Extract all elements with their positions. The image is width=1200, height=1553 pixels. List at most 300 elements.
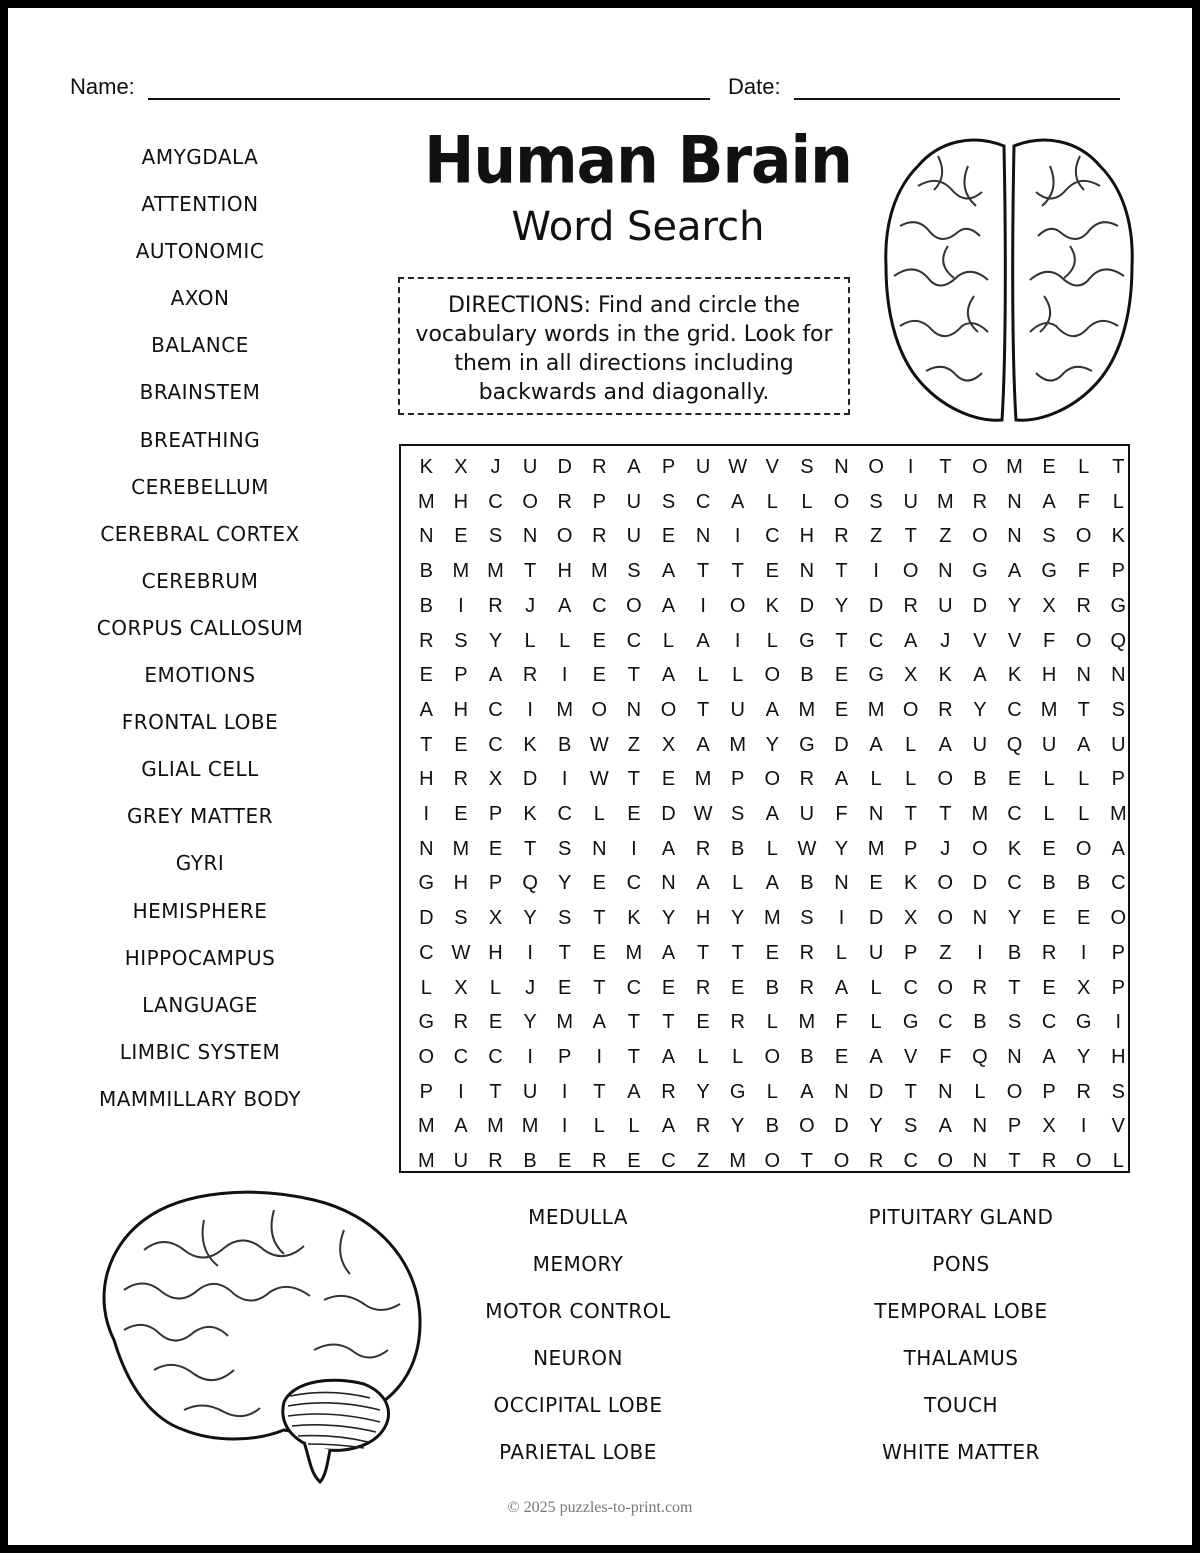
grid-letter: T bbox=[593, 907, 606, 930]
grid-letter: A bbox=[938, 733, 952, 756]
grid-letter: L bbox=[1043, 768, 1055, 791]
grid-letter: S bbox=[1111, 1080, 1125, 1103]
name-label: Name: bbox=[70, 74, 135, 99]
word-list-item: FRONTAL LOBE bbox=[121, 710, 279, 735]
grid-letter: E bbox=[1042, 976, 1056, 999]
word-list-item: GREY MATTER bbox=[126, 804, 274, 829]
grid-letter: R bbox=[1076, 1080, 1091, 1103]
grid-letter: F bbox=[835, 803, 848, 825]
grid-letter: Y bbox=[1077, 1045, 1091, 1068]
grid-letter: L bbox=[732, 664, 744, 687]
grid-letter: M bbox=[729, 733, 747, 756]
grid-letter: T bbox=[696, 698, 710, 721]
grid-letter: Z bbox=[696, 1150, 710, 1172]
grid-letter: L bbox=[1112, 490, 1124, 513]
grid-letter: T bbox=[489, 1080, 502, 1103]
grid-letter: E bbox=[488, 1011, 503, 1034]
grid-letter: O bbox=[729, 594, 746, 617]
grid-letter: Y bbox=[1007, 907, 1022, 930]
grid-letter: A bbox=[696, 733, 710, 756]
grid-letter: P bbox=[592, 490, 606, 513]
grid-letter: I bbox=[561, 1080, 568, 1103]
grid-letter: B bbox=[1077, 872, 1091, 895]
grid-letter: O bbox=[764, 1045, 781, 1068]
grid-letter: P bbox=[1007, 1115, 1022, 1138]
grid-letter: S bbox=[904, 1115, 918, 1138]
grid-letter: X bbox=[454, 976, 468, 999]
grid-letter: H bbox=[453, 872, 469, 895]
grid-letter: P bbox=[1111, 560, 1125, 583]
grid-letter: M bbox=[556, 1011, 574, 1034]
grid-letter: S bbox=[1042, 525, 1056, 548]
grid-letter: L bbox=[489, 976, 502, 999]
grid-letter: Y bbox=[869, 1115, 883, 1138]
grid-letter: P bbox=[488, 803, 503, 825]
grid-letter: S bbox=[454, 907, 468, 930]
grid-letter: I bbox=[561, 1115, 568, 1138]
grid-letter: O bbox=[418, 1045, 435, 1068]
grid-letter: L bbox=[628, 1115, 640, 1138]
grid-letter: T bbox=[731, 560, 744, 583]
grid-letter: T bbox=[696, 560, 710, 583]
grid-letter: F bbox=[1042, 629, 1056, 652]
grid-letter: M bbox=[798, 1011, 816, 1034]
grid-letter: N bbox=[1076, 664, 1091, 687]
grid-letter: R bbox=[972, 976, 988, 999]
grid-letter: K bbox=[1007, 664, 1022, 687]
grid-letter: I bbox=[1115, 1011, 1122, 1034]
grid-letter: I bbox=[561, 768, 568, 791]
grid-letter: C bbox=[453, 1045, 469, 1068]
grid-letter: G bbox=[799, 629, 815, 652]
word-list-item: MOTOR CONTROL bbox=[485, 1299, 671, 1324]
grid-letter: N bbox=[1007, 525, 1022, 548]
grid-letter: L bbox=[697, 664, 709, 687]
grid-letter: L bbox=[801, 490, 813, 513]
grid-letter: V bbox=[765, 456, 779, 478]
word-list-item: LANGUAGE bbox=[142, 992, 258, 1017]
grid-letter: Y bbox=[834, 594, 849, 617]
grid-letter: L bbox=[766, 490, 778, 513]
page-subtitle: Word Search bbox=[511, 204, 765, 250]
grid-letter: C bbox=[626, 872, 642, 895]
word-list-item: CEREBELLUM bbox=[131, 474, 269, 499]
grid-letter: E bbox=[592, 941, 606, 964]
grid-letter: O bbox=[972, 525, 988, 548]
word-list-bottom-2 bbox=[811, 1202, 1111, 1485]
grid-letter: A bbox=[869, 733, 883, 756]
grid-letter: Y bbox=[558, 872, 572, 895]
grid-letter: A bbox=[869, 1045, 883, 1068]
grid-letter: Y bbox=[523, 907, 537, 930]
grid-letter: T bbox=[593, 1080, 606, 1103]
grid-letter: Y bbox=[523, 1011, 537, 1034]
grid-letter: C bbox=[488, 733, 503, 756]
grid-letter: L bbox=[559, 629, 571, 652]
grid-letter: N bbox=[972, 1150, 988, 1172]
grid-letter: T bbox=[420, 733, 433, 756]
grid-letter: E bbox=[558, 1150, 572, 1172]
grid-letter: K bbox=[523, 733, 537, 756]
grid-letter: T bbox=[593, 976, 606, 999]
grid-letter: B bbox=[731, 837, 745, 860]
grid-letter: L bbox=[766, 1011, 778, 1034]
word-list-item: LIMBIC SYSTEM bbox=[119, 1039, 281, 1064]
grid-letter: A bbox=[627, 1080, 641, 1103]
grid-letter: U bbox=[972, 733, 988, 756]
grid-letter: O bbox=[1110, 907, 1127, 930]
grid-letter: U bbox=[626, 525, 642, 548]
word-list-item: GLIAL CELL bbox=[141, 757, 259, 782]
grid-letter: K bbox=[1111, 525, 1125, 548]
grid-letter: L bbox=[766, 837, 778, 860]
grid-letter: S bbox=[800, 907, 814, 930]
grid-letter: V bbox=[904, 1045, 918, 1068]
grid-letter: X bbox=[488, 907, 503, 930]
grid-letter: E bbox=[419, 664, 433, 687]
grid-letter: B bbox=[523, 1150, 537, 1172]
grid-letter: T bbox=[523, 560, 537, 583]
grid-letter: I bbox=[561, 664, 568, 687]
grid-letter: A bbox=[696, 629, 710, 652]
grid-letter: D bbox=[868, 907, 884, 930]
grid-letter: T bbox=[627, 1011, 640, 1034]
grid-letter: A bbox=[1042, 1045, 1056, 1068]
grid-letter: V bbox=[1007, 629, 1022, 652]
grid-letter: H bbox=[799, 525, 815, 548]
grid-letter: R bbox=[1041, 1150, 1057, 1172]
grid-letter: L bbox=[662, 629, 675, 652]
grid-letter: Y bbox=[834, 837, 849, 860]
grid-letter: T bbox=[1008, 1150, 1021, 1172]
grid-letter: M bbox=[487, 560, 504, 583]
grid-letter: L bbox=[732, 1045, 744, 1068]
grid-letter: H bbox=[1111, 1045, 1126, 1068]
word-list-left bbox=[74, 142, 326, 1131]
grid-letter: M bbox=[798, 698, 816, 721]
grid-letter: L bbox=[593, 803, 605, 825]
grid-letter: S bbox=[869, 490, 883, 513]
grid-letter: D bbox=[868, 594, 884, 617]
grid-letter: N bbox=[419, 525, 434, 548]
grid-letter: E bbox=[1007, 768, 1022, 791]
grid-letter: L bbox=[870, 976, 882, 999]
grid-letter: W bbox=[797, 837, 817, 860]
grid-letter: T bbox=[904, 525, 917, 548]
grid-letter: A bbox=[558, 594, 572, 617]
word-list-item: OCCIPITAL LOBE bbox=[493, 1393, 663, 1418]
grid-letter: M bbox=[625, 941, 643, 964]
grid-letter: T bbox=[696, 941, 710, 964]
grid-letter: E bbox=[1042, 456, 1056, 478]
grid-letter: D bbox=[419, 907, 434, 930]
grid-letter: O bbox=[591, 698, 608, 721]
grid-letter: L bbox=[420, 976, 432, 999]
word-list-item: CORPUS CALLOSUM bbox=[96, 615, 304, 640]
word-list-item: WHITE MATTER bbox=[882, 1440, 1040, 1465]
grid-letter: A bbox=[488, 664, 503, 687]
grid-letter: J bbox=[940, 629, 951, 652]
grid-letter: E bbox=[1077, 907, 1091, 930]
grid-letter: O bbox=[764, 664, 781, 687]
word-list-item: HIPPOCAMPUS bbox=[124, 945, 276, 970]
worksheet-page bbox=[8, 8, 1192, 1545]
grid-letter: F bbox=[1077, 560, 1090, 583]
word-list-item: BALANCE bbox=[151, 333, 249, 358]
grid-letter: M bbox=[417, 1150, 435, 1172]
grid-letter: O bbox=[972, 456, 988, 478]
word-list-item: PITUITARY GLAND bbox=[868, 1205, 1054, 1229]
grid-letter: T bbox=[835, 629, 848, 652]
grid-letter: E bbox=[592, 629, 606, 652]
grid-letter: O bbox=[833, 1150, 850, 1172]
grid-letter: K bbox=[938, 664, 952, 687]
grid-letter: W bbox=[589, 733, 609, 756]
grid-letter: S bbox=[800, 456, 814, 478]
grid-letter: C bbox=[488, 698, 503, 721]
grid-letter: O bbox=[799, 1115, 815, 1138]
grid-letter: B bbox=[973, 768, 987, 791]
grid-letter: M bbox=[1006, 456, 1023, 478]
grid-letter: T bbox=[904, 1080, 917, 1103]
grid-letter: M bbox=[694, 768, 712, 791]
grid-letter: R bbox=[1041, 941, 1057, 964]
grid-letter: P bbox=[488, 872, 503, 895]
grid-letter: Y bbox=[696, 1080, 710, 1103]
grid-letter: U bbox=[1111, 733, 1126, 756]
grid-letter: I bbox=[838, 907, 845, 930]
grid-letter: C bbox=[419, 941, 434, 964]
grid-letter: H bbox=[1041, 664, 1057, 687]
grid-letter: K bbox=[627, 907, 641, 930]
grid-letter: I bbox=[700, 594, 706, 617]
grid-letter: K bbox=[1007, 837, 1022, 860]
grid-letter: C bbox=[557, 803, 572, 825]
grid-letter: G bbox=[1110, 594, 1127, 617]
footer-copyright: © 2025 puzzles-to-print.com bbox=[507, 1499, 693, 1516]
grid-letter: L bbox=[766, 1080, 778, 1103]
grid-letter: N bbox=[834, 456, 849, 478]
grid-letter: G bbox=[902, 1011, 919, 1034]
grid-letter: L bbox=[697, 1045, 709, 1068]
word-list-item: HEMISPHERE bbox=[132, 898, 268, 923]
grid-letter: A bbox=[800, 1080, 814, 1103]
grid-letter: N bbox=[799, 560, 815, 583]
grid-letter: E bbox=[661, 525, 676, 548]
grid-letter: Q bbox=[522, 872, 538, 895]
grid-letter: K bbox=[419, 456, 433, 478]
grid-letter: I bbox=[527, 941, 533, 964]
grid-letter: E bbox=[869, 872, 883, 895]
grid-letter: M bbox=[452, 560, 470, 583]
grid-letter: P bbox=[1111, 941, 1125, 964]
grid-letter: M bbox=[487, 1115, 504, 1138]
grid-letter: E bbox=[834, 1045, 849, 1068]
grid-letter: R bbox=[592, 1150, 607, 1172]
grid-letter: E bbox=[627, 1150, 641, 1172]
word-list-item: ATTENTION bbox=[141, 192, 259, 217]
grid-letter: Y bbox=[765, 733, 779, 756]
word-list-item: NEURON bbox=[533, 1346, 623, 1371]
word-list-item: AMYGDALA bbox=[141, 145, 259, 169]
grid-letter: C bbox=[488, 490, 503, 513]
grid-letter: R bbox=[592, 456, 607, 478]
grid-letter: A bbox=[696, 872, 710, 895]
grid-letter: E bbox=[454, 525, 468, 548]
grid-letter: I bbox=[458, 594, 464, 617]
grid-letter: G bbox=[729, 1080, 746, 1103]
grid-letter: C bbox=[868, 629, 884, 652]
grid-letter: E bbox=[765, 560, 779, 583]
grid-letter: A bbox=[765, 872, 779, 895]
grid-letter: N bbox=[695, 525, 711, 548]
grid-letter: U bbox=[730, 698, 745, 721]
grid-letter: M bbox=[521, 1115, 539, 1138]
directions-box bbox=[398, 277, 850, 415]
grid-letter: H bbox=[419, 768, 434, 791]
grid-letter: O bbox=[902, 560, 919, 583]
grid-letter: Z bbox=[869, 525, 883, 548]
grid-letter: P bbox=[661, 456, 676, 478]
grid-letter: T bbox=[627, 1045, 640, 1068]
page-title: Human Brain bbox=[424, 123, 852, 199]
grid-letter: X bbox=[1077, 976, 1091, 999]
grid-letter: A bbox=[661, 837, 676, 860]
grid-letter: L bbox=[766, 629, 778, 652]
grid-letter: T bbox=[835, 560, 848, 583]
grid-letter: G bbox=[1041, 560, 1057, 583]
grid-letter: A bbox=[938, 1115, 952, 1138]
grid-letter: L bbox=[1078, 803, 1090, 825]
word-list-item: BREATHING bbox=[139, 427, 261, 452]
grid-letter: F bbox=[939, 1045, 952, 1068]
grid-letter: V bbox=[1111, 1115, 1125, 1138]
grid-letter: R bbox=[522, 664, 538, 687]
grid-letter: G bbox=[868, 664, 884, 687]
grid-letter: A bbox=[834, 976, 849, 999]
grid-letter: B bbox=[800, 664, 814, 687]
grid-letter: L bbox=[1078, 456, 1090, 478]
grid-letter: S bbox=[1111, 698, 1125, 721]
grid-letter: C bbox=[695, 490, 711, 513]
grid-letter: E bbox=[834, 664, 849, 687]
grid-letter: R bbox=[419, 629, 434, 652]
brain-side-view-icon bbox=[74, 1180, 430, 1486]
grid-letter: T bbox=[662, 1011, 675, 1034]
grid-letter: R bbox=[799, 941, 815, 964]
grid-letter: E bbox=[592, 872, 606, 895]
grid-letter: C bbox=[1007, 872, 1022, 895]
grid-letter: T bbox=[1112, 456, 1125, 478]
grid-letter: L bbox=[732, 872, 744, 895]
grid-letter: Y bbox=[973, 698, 987, 721]
grid-letter: C bbox=[765, 525, 780, 548]
grid-letter: A bbox=[765, 698, 779, 721]
grid-letter: E bbox=[731, 976, 745, 999]
grid-letter: O bbox=[902, 698, 919, 721]
word-list-item: EMOTIONS bbox=[144, 663, 256, 688]
grid-letter: A bbox=[765, 803, 779, 825]
grid-letter: C bbox=[1111, 872, 1126, 895]
grid-letter: B bbox=[1007, 941, 1022, 964]
grid-letter: A bbox=[592, 1011, 606, 1034]
grid-letter: R bbox=[799, 976, 815, 999]
grid-letter: D bbox=[834, 1115, 849, 1138]
grid-letter: O bbox=[937, 1150, 954, 1172]
grid-letter: E bbox=[627, 803, 641, 825]
grid-letter: O bbox=[556, 525, 573, 548]
grid-letter: L bbox=[524, 629, 536, 652]
grid-letter: N bbox=[1111, 664, 1126, 687]
grid-letter: I bbox=[1080, 941, 1087, 964]
grid-letter: L bbox=[974, 1080, 986, 1103]
word-list-item: PARIETAL LOBE bbox=[499, 1440, 657, 1465]
word-list-item: CEREBRUM bbox=[141, 568, 259, 593]
grid-letter: J bbox=[525, 594, 536, 617]
grid-letter: H bbox=[695, 907, 711, 930]
grid-letter: P bbox=[1111, 768, 1125, 791]
grid-letter: L bbox=[905, 768, 917, 791]
grid-letter: Q bbox=[1110, 629, 1127, 652]
grid-letter: O bbox=[1075, 629, 1092, 652]
grid-letter: P bbox=[904, 837, 918, 860]
grid-letter: P bbox=[419, 1080, 433, 1103]
grid-letter: E bbox=[488, 837, 503, 860]
grid-letter: Q bbox=[1006, 733, 1023, 756]
grid-letter: Z bbox=[939, 941, 952, 964]
grid-letter: I bbox=[977, 941, 983, 964]
grid-letter: R bbox=[903, 594, 918, 617]
grid-letter: R bbox=[695, 1115, 711, 1138]
grid-letter: H bbox=[557, 560, 572, 583]
grid-letter: R bbox=[453, 768, 469, 791]
grid-letter: U bbox=[522, 1080, 538, 1103]
grid-letter: V bbox=[973, 629, 987, 652]
grid-letter: H bbox=[488, 941, 503, 964]
grid-letter: A bbox=[661, 941, 676, 964]
grid-letter: A bbox=[661, 664, 676, 687]
grid-letter: X bbox=[904, 664, 918, 687]
grid-letter: B bbox=[419, 560, 433, 583]
grid-letter: T bbox=[627, 664, 640, 687]
grid-letter: B bbox=[765, 976, 779, 999]
grid-letter: G bbox=[799, 733, 815, 756]
grid-letter: R bbox=[695, 837, 711, 860]
grid-letter: B bbox=[800, 1045, 814, 1068]
grid-letter: X bbox=[904, 907, 918, 930]
grid-letter: T bbox=[627, 768, 640, 791]
grid-letter: O bbox=[937, 768, 954, 791]
grid-letter: N bbox=[1007, 1045, 1022, 1068]
grid-letter: L bbox=[835, 941, 848, 964]
grid-letter: R bbox=[834, 525, 849, 548]
grid-letter: Y bbox=[731, 907, 745, 930]
word-list-item: MEMORY bbox=[532, 1252, 624, 1277]
grid-letter: N bbox=[972, 907, 988, 930]
grid-letter: W bbox=[451, 941, 471, 964]
grid-letter: R bbox=[453, 1011, 469, 1034]
grid-letter: X bbox=[488, 768, 503, 791]
grid-letter: E bbox=[592, 664, 606, 687]
grid-letter: N bbox=[419, 837, 434, 860]
grid-letter: C bbox=[661, 1150, 676, 1172]
grid-letter: X bbox=[1042, 1115, 1056, 1138]
grid-letter: G bbox=[418, 1011, 435, 1034]
grid-letter: A bbox=[661, 1045, 676, 1068]
grid-letter: X bbox=[661, 733, 676, 756]
grid-letter: P bbox=[1042, 1080, 1056, 1103]
grid-letter: N bbox=[972, 1115, 988, 1138]
